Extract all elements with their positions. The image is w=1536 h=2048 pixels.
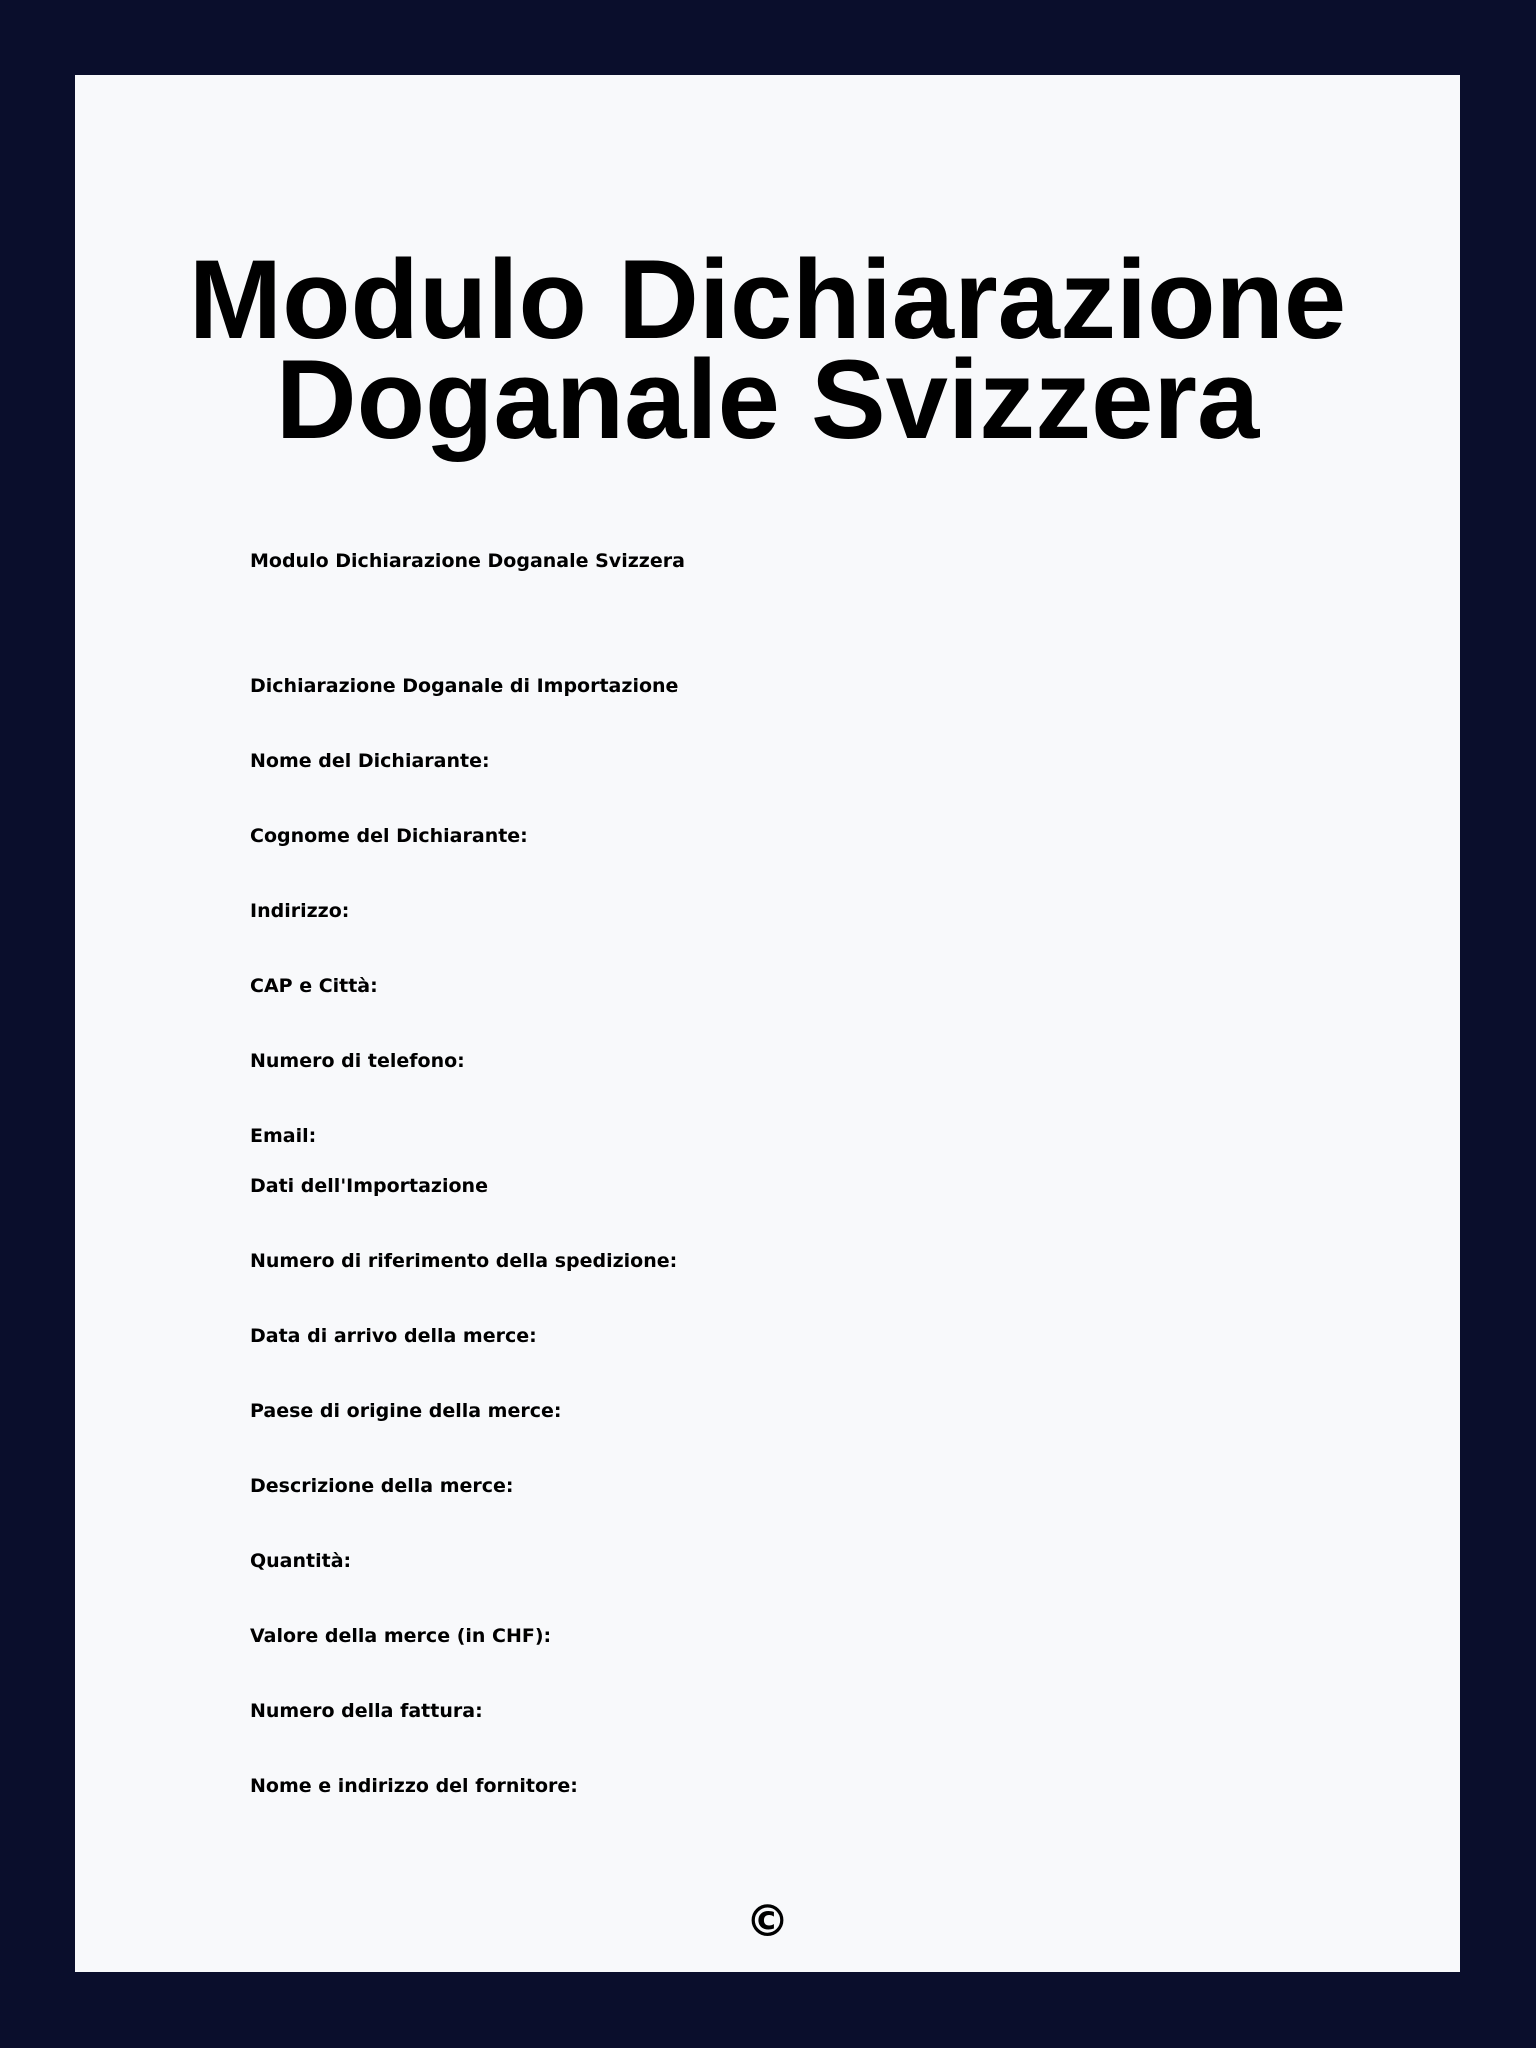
field-label-arrival-date: Data di arrivo della merce: [250,1325,537,1347]
field-label-email: Email: [250,1125,317,1147]
document-title-line-2: Doganale Svizzera [275,337,1260,462]
field-label-country-of-origin: Paese di origine della merce: [250,1400,562,1422]
field-label-goods-value: Valore della merce (in CHF): [250,1625,552,1647]
field-label-postcode-city: CAP e Città: [250,975,378,997]
field-label-address: Indirizzo: [250,900,350,922]
document-title-line-1: Modulo Dichiarazione [188,237,1347,362]
field-label-invoice-number: Numero della fattura: [250,1700,483,1722]
copyright-symbol: © [745,1896,790,1947]
field-label-supplier: Nome e indirizzo del fornitore: [250,1775,578,1797]
section-heading-declaration: Dichiarazione Doganale di Importazione [250,675,679,697]
document-page [75,75,1460,1972]
section-heading-import-data: Dati dell'Importazione [250,1175,488,1197]
field-label-declarant-last-name: Cognome del Dichiarante: [250,825,528,847]
field-label-phone: Numero di telefono: [250,1050,465,1072]
field-label-goods-description: Descrizione della merce: [250,1475,514,1497]
field-label-quantity: Quantità: [250,1550,352,1572]
document-title [75,237,1460,462]
field-label-declarant-first-name: Nome del Dichiarante: [250,750,490,772]
document-subtitle: Modulo Dichiarazione Doganale Svizzera [250,550,685,572]
field-label-shipment-reference: Numero di riferimento della spedizione: [250,1250,678,1272]
